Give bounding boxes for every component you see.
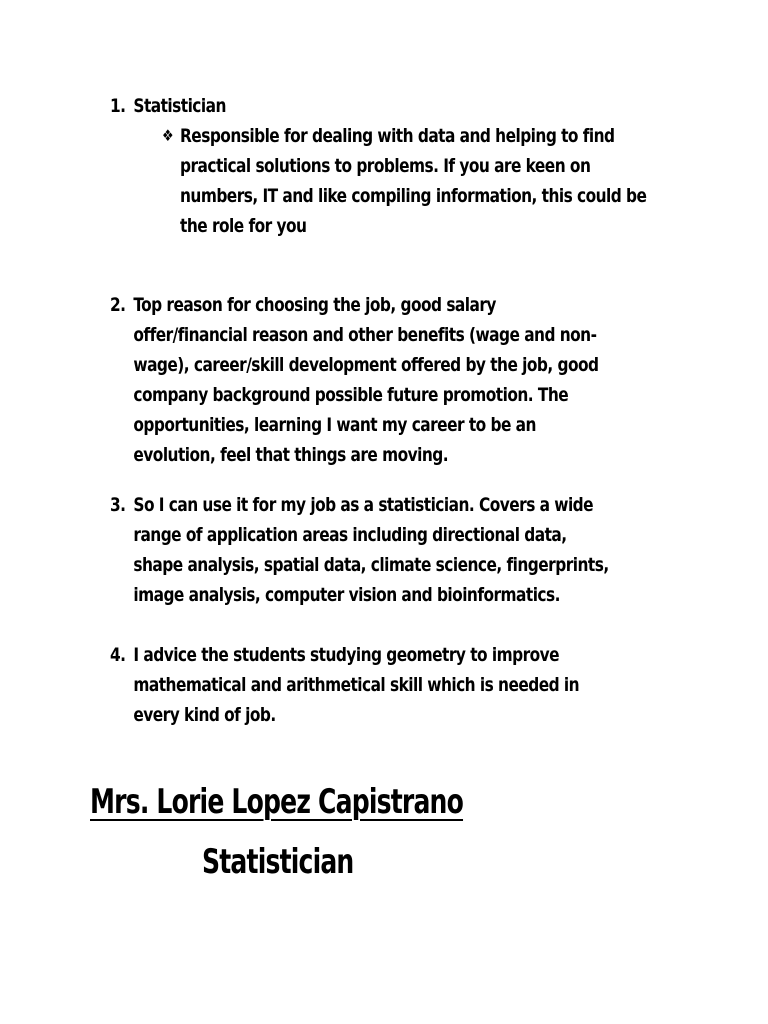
list-number: 1. — [110, 95, 126, 117]
signature-title: Statistician — [202, 842, 354, 882]
list-item-text: Top reason for choosing the job, good salary offer/financial reason and other benefits (wage and non-wage), career/skill development offered by the job, good company background possible future promotion. The opportunities, learning I want my career to be an evolution, feel that things are moving. — [133, 294, 599, 466]
list-item-2 — [110, 290, 614, 470]
list-item-text: So I can use it for my job as a statistician. Covers a wide range of application areas including directional data, shape analysis, spatial data, climate science, fingerprints, image analysis, computer vision and bioinformatics. — [133, 494, 609, 606]
diamond-bullet-icon: ❖ — [162, 126, 174, 145]
list-item-1 — [110, 91, 614, 121]
sub-bullet-text: Responsible for dealing with data and helping to find practical solutions to problems. If you are keen on numbers, IT and like compiling information, this could be the role for you — [180, 125, 647, 237]
list-item-text: I advice the students studying geometry to improve mathematical and arithmetical skill which is needed in every kind of job. — [133, 644, 580, 726]
list-item-3 — [110, 490, 614, 610]
list-item-text: Statistician — [133, 95, 226, 117]
list-number: 4. — [110, 644, 126, 666]
list-item-4 — [110, 640, 614, 730]
sub-bullet-item — [162, 120, 666, 241]
signature-name: Mrs. Lorie Lopez Capistrano — [90, 782, 464, 822]
list-number: 2. — [110, 294, 126, 316]
list-number: 3. — [110, 494, 126, 516]
